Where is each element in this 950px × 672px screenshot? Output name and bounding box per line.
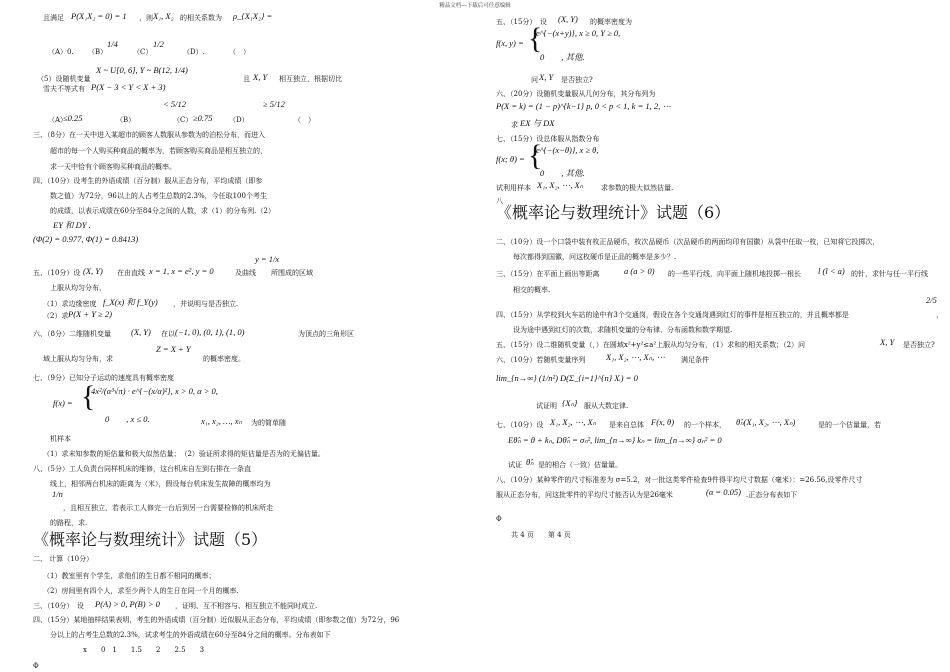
text-line: 的成绩，以表示成绩在60分至84分之间的人数，求（1）的分布列.（2） [50,207,275,215]
text-line: 七、（10分）设 [496,421,544,429]
text-line: ，则 [139,14,153,22]
text-line: 五、（10分）设 [33,269,81,277]
text-line: .正态分布表如下 [746,491,798,499]
text-line: 及曲线 [235,269,256,277]
text-line: 为的简单随 [251,419,286,427]
math-expression: 0 , 其他. [540,52,585,62]
text-line: 是的相合（一致）估量量。 [538,461,622,469]
math-expression: l (l < a) [818,266,845,276]
text-line: （ ） [229,48,250,56]
text-line: 且 [243,75,250,83]
text-line: （D）. [183,48,205,56]
text-line: 的相关系数为 [180,14,222,22]
math-expression: f_X(x) 和 f_Y(y) [103,297,158,307]
text-line: 相交的概率. [513,286,551,294]
text-line: 六、（10分）若随机变量序列 [496,356,586,364]
text-line: （B） [116,116,136,124]
math-expression: ≥0.75 [193,113,213,123]
text-line: 上服从均匀分布， [50,284,106,292]
math-expression: f(x; θ) = [496,154,525,164]
text-line: （2）房间里有四个人，求至少两个人的生日在同一个月的概率. [43,587,239,595]
text-line: 雪夫不等式有 [43,85,85,93]
text-line: （5）设随机变量 [37,75,91,83]
math-expression: 1/4 [107,39,118,49]
text-line: 三、（15分）在平面上画出等距离 [496,270,600,278]
math-expression: lim_{n→∞} (1/n²) D(Σ_{i=1}^{n} Xᵢ) = 0 [496,373,638,383]
text-line: 二、（10分）设一个口袋中装有枚正品硬币，枚次品硬币（次品硬币的两面均印有国徽）从袋中任取一枚，已知将它投掷次， [496,238,880,246]
text-line: 六、（8分）二维随机变量 [33,330,111,338]
text-line: Φ [33,662,39,670]
text-line: 七、（9分）已知分子运动的速度具有概率密度 [33,374,174,382]
text-line: ，并说明与是否独立. [173,300,239,308]
text-line: （D） [229,116,249,124]
page-header: 精品文档---下载后可任意编辑 [439,3,511,9]
math-expression: {Xₙ} [562,398,578,408]
exam-title-5: 《概率论与数理统计》试题（5） [33,530,268,549]
text-line: 的概率密度。 [203,355,245,363]
math-expression: x₁, x₂, …, xₙ [201,416,242,426]
math-expression: 1/n [52,489,63,499]
text-line: ，且相互独立，若表示工人修完一台后到另一台需要检修的机床所走 [63,504,273,512]
exam-title-6: 《概率论与数理统计》试题（6） [496,203,731,222]
text-line: 且满足 [43,14,64,22]
math-expression: (α = 0.05) [706,487,741,497]
text-line: 相互独立，根据切比 [279,75,342,83]
text-line: 域上服从均匀分布，求 [43,355,113,363]
text-line: （C） [133,48,153,56]
math-expression: 0 , 其他. [540,168,585,178]
math-expression: P(X₁X₂ = 0) = 1 [71,11,127,21]
math-expression: X₁, X₂, ⋯, Xₙ, ⋯ [606,352,665,362]
text-line: 分以上的占考生总数的2.3%，试求考生的外语成绩在60分至84分之间的概率。分布表如下 [50,631,331,639]
math-expression: X, Y [880,337,895,347]
text-line: 八、（10分）某种零件的尺寸标准差为 σ=5.2，对一批这类零件检查9件得平均尺寸数据（毫米）：=26.56,设零件尺寸 [496,476,863,484]
text-line: 七、（15分）设总体服从指数分布 [496,135,600,143]
text-line: 超市的每一个人购买种商品的概率为，若顾客购买商品是相互独立的， [50,147,267,155]
math-expression: < 5/12 [163,99,186,109]
math-expression: 1/2 [153,39,164,49]
text-line: （C） [173,116,193,124]
text-line: （2）求 [43,312,69,320]
text-line: 是否独立? [561,76,593,84]
text-line: 五、（15分）设二维随机变量（，）在圆域x²+y²≤a²上服从均匀分布，（1）求和的相关系数；（2）问 [496,341,806,349]
text-line: 问 [531,76,538,84]
math-expression: P(X = k) = (1 − p)^{k−1} p, 0 < p < 1, k = 1, 2, ⋯ [496,101,671,111]
text-line: 在以 [161,330,175,338]
math-expression: e^{−(x+y)}, x ≥ 0, Y ≥ 0, [536,28,621,38]
math-expression: Z = X + Y [156,344,191,354]
text-line: （A）0. [48,48,74,56]
math-expression: X, Y [253,72,268,82]
text-line: 三、（8分）在一天中进入某超市的顾客人数服从参数为的泊松分布，而进入 [33,131,265,139]
text-line: （A） [48,116,68,124]
math-expression: 2/5 [926,295,937,305]
text-line: 试利用样本 [496,184,531,192]
math-expression: a (a > 0) [624,266,655,276]
text-line: ，证明、互不相容与、相互独立不能同时成立. [175,602,318,610]
math-expression: (X, Y) [558,14,578,24]
text-line: 每次都得到国徽，问这枚硬币是正品的概率是多少？. [513,253,677,261]
text-line: 的概率密度为 [590,18,632,26]
text-line: 五、（15分） 设 [496,18,547,26]
math-expression: (Φ(2) = 0.977, Φ(1) = 0.8413) [33,234,139,244]
text-line: 的路程，求. [50,519,88,527]
text-line: 八 [496,197,503,205]
text-line: 满足条件 [681,356,709,364]
math-expression: (X, Y) [83,266,103,276]
math-expression: F(x, θ) [651,417,675,427]
text-line: 四、（10分）设考生的外语成绩（百分制）服从正态分布，平均成绩（即参 [33,177,263,185]
piecewise-brace: { [81,380,96,413]
text-line: （1）教室里有个学生，求他们的生日都不相同的概率； [43,572,216,580]
piecewise-brace: { [528,139,543,172]
math-expression: (X, Y) [131,327,151,337]
text-line: 数之值）为72分，96以上的人占考生总数的2.3%，今任取100个考生 [50,192,267,200]
text-line: 三、（10分） 设 [33,602,84,610]
math-expression: X, Y [539,72,554,82]
text-line: 的一些平行线，向平面上随机地投掷一根长 [668,270,801,278]
text-line: 是的一个估量量，若 [818,421,881,429]
text-line: 求参数的极大似然估量. [601,184,674,192]
text-line: 求 [511,121,518,129]
text-line: 二、 计算（10分） [33,555,94,563]
math-expression: X₁, X₂, ⋯, Xₙ [537,180,584,190]
text-line: 所围成的区域 [271,269,313,277]
math-expression: P(X + Y ≥ 2) [68,309,112,319]
math-expression: (−1, 0), (0, 1), (1, 0) [175,327,245,337]
text-line: 为顶点的三角形区 [298,330,354,338]
text-line: 试证明 [536,402,557,410]
math-expression: X₁, X₂ [153,11,174,21]
text-line: 是否独立? [903,341,935,349]
text-line: （B） [88,48,108,56]
math-expression: ≥ 5/12 [263,99,285,109]
text-line: ， [936,311,943,319]
math-expression: P(A) > 0, P(B) > 0 [95,599,160,609]
math-expression: X ~ U[0, 6], Y ~ B(12, 1/4) [96,65,188,75]
math-expression: 4x²/(α³√π) · e^{−(x/α)²}, x > 0, α > 0, [91,386,218,396]
text-line: （1）求边缘密度 [43,300,97,308]
math-expression: EX 与 DX [520,118,555,128]
text-line: （ ） [294,116,315,124]
math-expression: ρ_{X₁X₂} = [233,11,273,21]
text-line: 求一天中恰有个顾客购买种商品的概率。 [50,163,176,171]
math-expression: EY 和 DY . [53,220,91,230]
math-expression: y = 1/x [255,254,280,264]
text-line: 机样本 [50,435,71,443]
text-line: 四、（15分）某地抽样结果表明，考生的外语成绩（百分制）近似服从正态分布，平均成绩（即参数之值）为72分，96 [33,616,400,624]
text-line: x 0 1 1.5 2 2.5 3 [83,646,205,654]
text-line: 的针，求针与任一平行线 [851,270,928,278]
math-expression: e^{−(x−θ)}, x ≥ θ, [536,145,599,155]
text-line: 六、（20分）设随机变量服从几何分布，其分布列为 [496,90,656,98]
text-line: 共 4 页 第 4 页 [511,531,571,539]
text-line: 的一个样本， [684,421,726,429]
text-line: 在由直线 [117,269,145,277]
math-expression: X₁, X₂, ⋯, Xₙ [550,417,597,427]
piecewise-brace: { [528,22,543,55]
text-line: 设为途中遇到红灯的次数，求随机变量的分布律、分布函数和数学期望. [513,326,733,334]
math-expression: f(x) = [53,398,73,408]
math-expression: 0 , x ≤ 0. [105,414,150,424]
text-line: Φ [496,515,502,523]
math-expression: θ̂ₙ [526,457,534,467]
math-expression: ≤0.25 [63,113,83,123]
math-expression: x = 1, x = e², y = 0 [149,266,214,276]
text-line: 服从大数定律. [584,402,629,410]
math-expression: Eθ̂ₙ = θ + kₙ, Dθ̂ₙ = σₙ², lim_{n→∞} kₙ = lim_{n→∞} σₙ² = 0 [508,435,722,445]
text-line: 服从正态分布，问这批零件的平均尺寸能否认为是26毫米 [496,491,673,499]
text-line: （1）求未知参数的矩估量和极大似然估量； （2）验证所求得的矩估量是否为的无偏估量。 [43,450,325,458]
text-line: 试证 [508,461,522,469]
text-line: 四、（15分）从学校到火车站的途中有3个交通岗，假设在各个交通岗遇到红灯的事件是相互独立的，并且概率都是 [496,311,849,319]
text-line: 线上，相邻两台机床的距离为（米），假设每台机床发生故障的概率均为 [50,480,271,488]
text-line: 是来自总体 [609,421,644,429]
math-expression: P(X − 3 < Y < X + 3) [91,82,166,92]
text-line: 八、（5分）工人负责台同样机床的维修，这台机床自左到右排在一条直 [33,465,251,473]
math-expression: θ̂ₙ(X₁, X₂, ⋯, Xₙ) [736,417,796,427]
math-expression: f(x, y) = [496,38,524,48]
